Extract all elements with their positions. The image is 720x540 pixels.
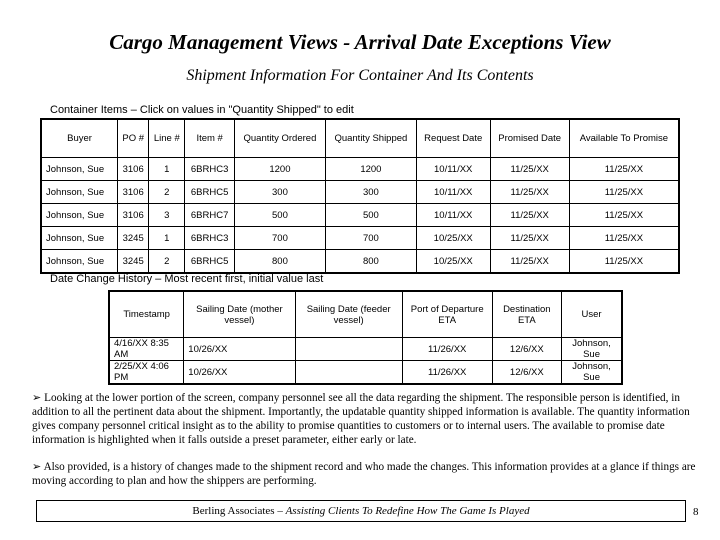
table-cell: 11/26/XX <box>402 338 492 361</box>
table-cell: Johnson, Sue <box>41 227 118 250</box>
quantity-shipped-cell[interactable]: 1200 <box>325 158 416 181</box>
table-cell: 3106 <box>118 204 149 227</box>
container-items-table <box>40 118 680 274</box>
container-items-label: Container Items – Click on values in "Quantity Shipped" to edit <box>50 104 354 116</box>
table-cell: 3245 <box>118 250 149 274</box>
table-cell: 6BRHC5 <box>185 181 235 204</box>
table-cell: 10/25/XX <box>416 250 490 274</box>
page-title: Cargo Management Views - Arrival Date Exceptions View <box>109 30 611 54</box>
table-cell: 11/25/XX <box>569 227 679 250</box>
column-header: Quantity Ordered <box>234 119 325 158</box>
table-cell: 300 <box>234 181 325 204</box>
column-header: Item # <box>185 119 235 158</box>
table-cell: 3245 <box>118 227 149 250</box>
table-cell: 11/25/XX <box>490 204 569 227</box>
table-cell: 2 <box>149 250 185 274</box>
table-cell <box>295 338 402 361</box>
table-cell: 1 <box>149 158 185 181</box>
table-cell: 1 <box>149 227 185 250</box>
table-cell: 3106 <box>118 181 149 204</box>
arrow-bullet-icon: ➢ <box>32 461 44 473</box>
column-header: Buyer <box>41 119 118 158</box>
table-cell: Johnson, Sue <box>41 158 118 181</box>
table-cell: 2/25/XX 4:06 PM <box>109 361 184 385</box>
table-cell: 6BRHC3 <box>185 158 235 181</box>
table-cell: 10/26/XX <box>184 338 295 361</box>
bullet-paragraph-2: ➢ Also provided, is a history of changes made to the shipment record and who made the changes. This information provides at a glance if things are moving according to plan and how the shippers are performing. <box>32 461 696 487</box>
table-cell: 6BRHC7 <box>185 204 235 227</box>
table-cell: 800 <box>234 250 325 274</box>
table-cell: 6BRHC5 <box>185 250 235 274</box>
column-header: Sailing Date (mother vessel) <box>184 291 295 338</box>
quantity-shipped-cell[interactable]: 700 <box>325 227 416 250</box>
table-cell: Johnson, Sue <box>562 338 622 361</box>
table-cell: 11/25/XX <box>490 250 569 274</box>
quantity-shipped-cell[interactable]: 300 <box>325 181 416 204</box>
table-row <box>41 227 679 250</box>
date-history-label: Date Change History – Most recent first, initial value last <box>50 273 324 285</box>
table-cell: 10/11/XX <box>416 181 490 204</box>
page-subtitle: Shipment Information For Container And Its Contents <box>186 67 534 84</box>
table-cell: 3 <box>149 204 185 227</box>
column-header: Promised Date <box>490 119 569 158</box>
table-cell: 11/25/XX <box>490 181 569 204</box>
bullet-paragraph-1: ➢ Looking at the lower portion of the screen, company personnel see all the data regarding the shipment. The responsible person is identified, in addition to all the pertinent data about the shipment. Importantly, the updatable quantity shipped information is available. The quantity information gives company personnel critical insight as to the ability to promise quantities to customers or to internal users. The available to promise date information is highlighted when it falls outside a preset parameter, either early or late. <box>32 392 690 446</box>
arrow-bullet-icon: ➢ <box>32 392 45 404</box>
table-row <box>109 338 622 361</box>
table-cell: 10/11/XX <box>416 158 490 181</box>
table-cell: 10/11/XX <box>416 204 490 227</box>
table-cell: 700 <box>234 227 325 250</box>
column-header: Destination ETA <box>492 291 562 338</box>
date-change-history-table <box>108 290 623 385</box>
quantity-shipped-cell[interactable]: 500 <box>325 204 416 227</box>
column-header: Quantity Shipped <box>325 119 416 158</box>
table-cell: Johnson, Sue <box>41 250 118 274</box>
table-cell: Johnson, Sue <box>41 204 118 227</box>
table-cell: 11/25/XX <box>569 204 679 227</box>
page-number: 8 <box>693 506 699 518</box>
column-header: PO # <box>118 119 149 158</box>
table-cell: 3106 <box>118 158 149 181</box>
table-cell <box>295 361 402 385</box>
column-header: User <box>562 291 622 338</box>
column-header: Line # <box>149 119 185 158</box>
table-cell: 10/26/XX <box>184 361 295 385</box>
table-cell: 11/25/XX <box>569 158 679 181</box>
column-header: Available To Promise <box>569 119 679 158</box>
table-row <box>41 158 679 181</box>
table-cell: 10/25/XX <box>416 227 490 250</box>
table-cell: 11/26/XX <box>402 361 492 385</box>
table-cell: Johnson, Sue <box>562 361 622 385</box>
table-cell: 1200 <box>234 158 325 181</box>
table-cell: 4/16/XX 8:35 AM <box>109 338 184 361</box>
table-row <box>41 181 679 204</box>
column-header: Timestamp <box>109 291 184 338</box>
table-cell: 11/25/XX <box>569 181 679 204</box>
column-header: Port of Departure ETA <box>402 291 492 338</box>
table-row <box>41 250 679 274</box>
table-cell: 11/25/XX <box>490 158 569 181</box>
table-cell: 11/25/XX <box>490 227 569 250</box>
table-row <box>109 361 622 385</box>
quantity-shipped-cell[interactable]: 800 <box>325 250 416 274</box>
table-cell: 12/6/XX <box>492 361 562 385</box>
footer: Berling Associates – Assisting Clients To Redefine How The Game Is Played <box>36 500 686 522</box>
column-header: Sailing Date (feeder vessel) <box>295 291 402 338</box>
table-cell: 11/25/XX <box>569 250 679 274</box>
table-cell: 6BRHC3 <box>185 227 235 250</box>
table-cell: Johnson, Sue <box>41 181 118 204</box>
table-cell: 12/6/XX <box>492 338 562 361</box>
table-cell: 500 <box>234 204 325 227</box>
table-cell: 2 <box>149 181 185 204</box>
table-row <box>41 204 679 227</box>
column-header: Request Date <box>416 119 490 158</box>
